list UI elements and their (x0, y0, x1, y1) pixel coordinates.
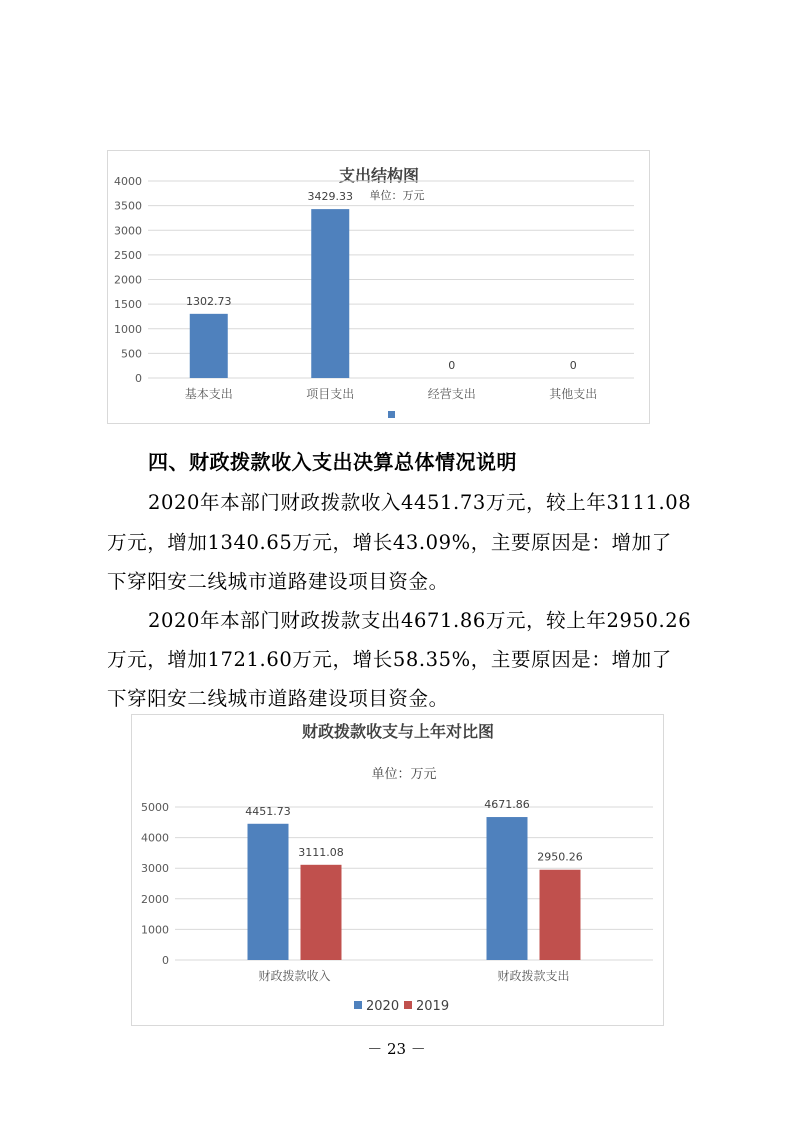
paragraph-line: 万元，增加1721.60万元，增长58.35%，主要原因是：增加了 (107, 648, 672, 671)
bar (540, 870, 581, 960)
data-label: 3429.33 (307, 190, 353, 204)
page-number: － 23 － (367, 1040, 426, 1058)
x-tick-label: 财政拨款支出 (497, 969, 570, 983)
data-label: 3111.08 (298, 845, 344, 859)
legend-swatch (388, 411, 395, 418)
y-tick-label: 2000 (141, 892, 169, 906)
bar (487, 817, 528, 960)
expenditure-structure-chart-svg (108, 151, 651, 425)
x-tick-label: 财政拨款收入 (258, 969, 331, 983)
y-tick-label: 3000 (114, 224, 142, 238)
paragraph-line: 2020年本部门财政拨款支出4671.86万元，较上年2950.26 (148, 609, 692, 632)
y-tick-label: 2000 (114, 273, 142, 287)
chart-subtitle: 单位：万元 (369, 189, 425, 202)
data-label: 0 (569, 359, 577, 372)
bar (248, 824, 289, 960)
section-heading: 四、财政拨款收入支出决算总体情况说明 (148, 450, 517, 474)
legend-swatch (354, 1001, 362, 1009)
bar (190, 314, 228, 378)
y-tick-label: 3500 (114, 199, 142, 213)
legend-label: 2020 (366, 999, 400, 1014)
legend-label: 2019 (416, 999, 450, 1014)
paragraph-line: 2020年本部门财政拨款收入4451.73万元，较上年3111.08 (148, 491, 692, 514)
fiscal-comparison-chart-svg (132, 715, 665, 1027)
x-tick-label: 经营支出 (427, 387, 476, 401)
chart-title: 支出结构图 (338, 166, 420, 185)
data-label: 1302.73 (186, 294, 232, 308)
data-label: 2950.26 (537, 850, 583, 864)
expenditure-structure-chart (107, 150, 650, 424)
x-tick-label: 其他支出 (549, 387, 598, 401)
chart-subtitle: 单位：万元 (371, 767, 437, 782)
x-tick-label: 项目支出 (306, 387, 355, 401)
y-tick-label: 1000 (114, 322, 142, 336)
legend-swatch (404, 1001, 412, 1009)
fiscal-comparison-chart (131, 714, 664, 1026)
chart-title: 财政拨款收支与上年对比图 (301, 722, 495, 741)
y-tick-label: 5000 (141, 801, 169, 814)
y-tick-label: 3000 (141, 862, 169, 876)
paragraph-line: 下穿阳安二线城市道路建设项目资金。 (107, 570, 449, 593)
data-label: 0 (448, 359, 456, 372)
y-tick-label: 0 (135, 372, 142, 385)
y-tick-label: 500 (121, 347, 142, 361)
bar (301, 865, 342, 960)
y-tick-label: 4000 (114, 175, 142, 188)
data-label: 4671.86 (484, 798, 530, 812)
bar (311, 209, 349, 378)
paragraph-line: 万元，增加1340.65万元，增长43.09%，主要原因是：增加了 (107, 531, 672, 554)
y-tick-label: 4000 (141, 831, 169, 845)
data-label: 4451.73 (245, 804, 291, 818)
y-tick-label: 0 (162, 954, 169, 967)
y-tick-label: 2500 (114, 248, 142, 262)
paragraph-line: 下穿阳安二线城市道路建设项目资金。 (107, 687, 449, 710)
y-tick-label: 1500 (114, 298, 142, 312)
x-tick-label: 基本支出 (184, 387, 233, 401)
y-tick-label: 1000 (141, 923, 169, 937)
